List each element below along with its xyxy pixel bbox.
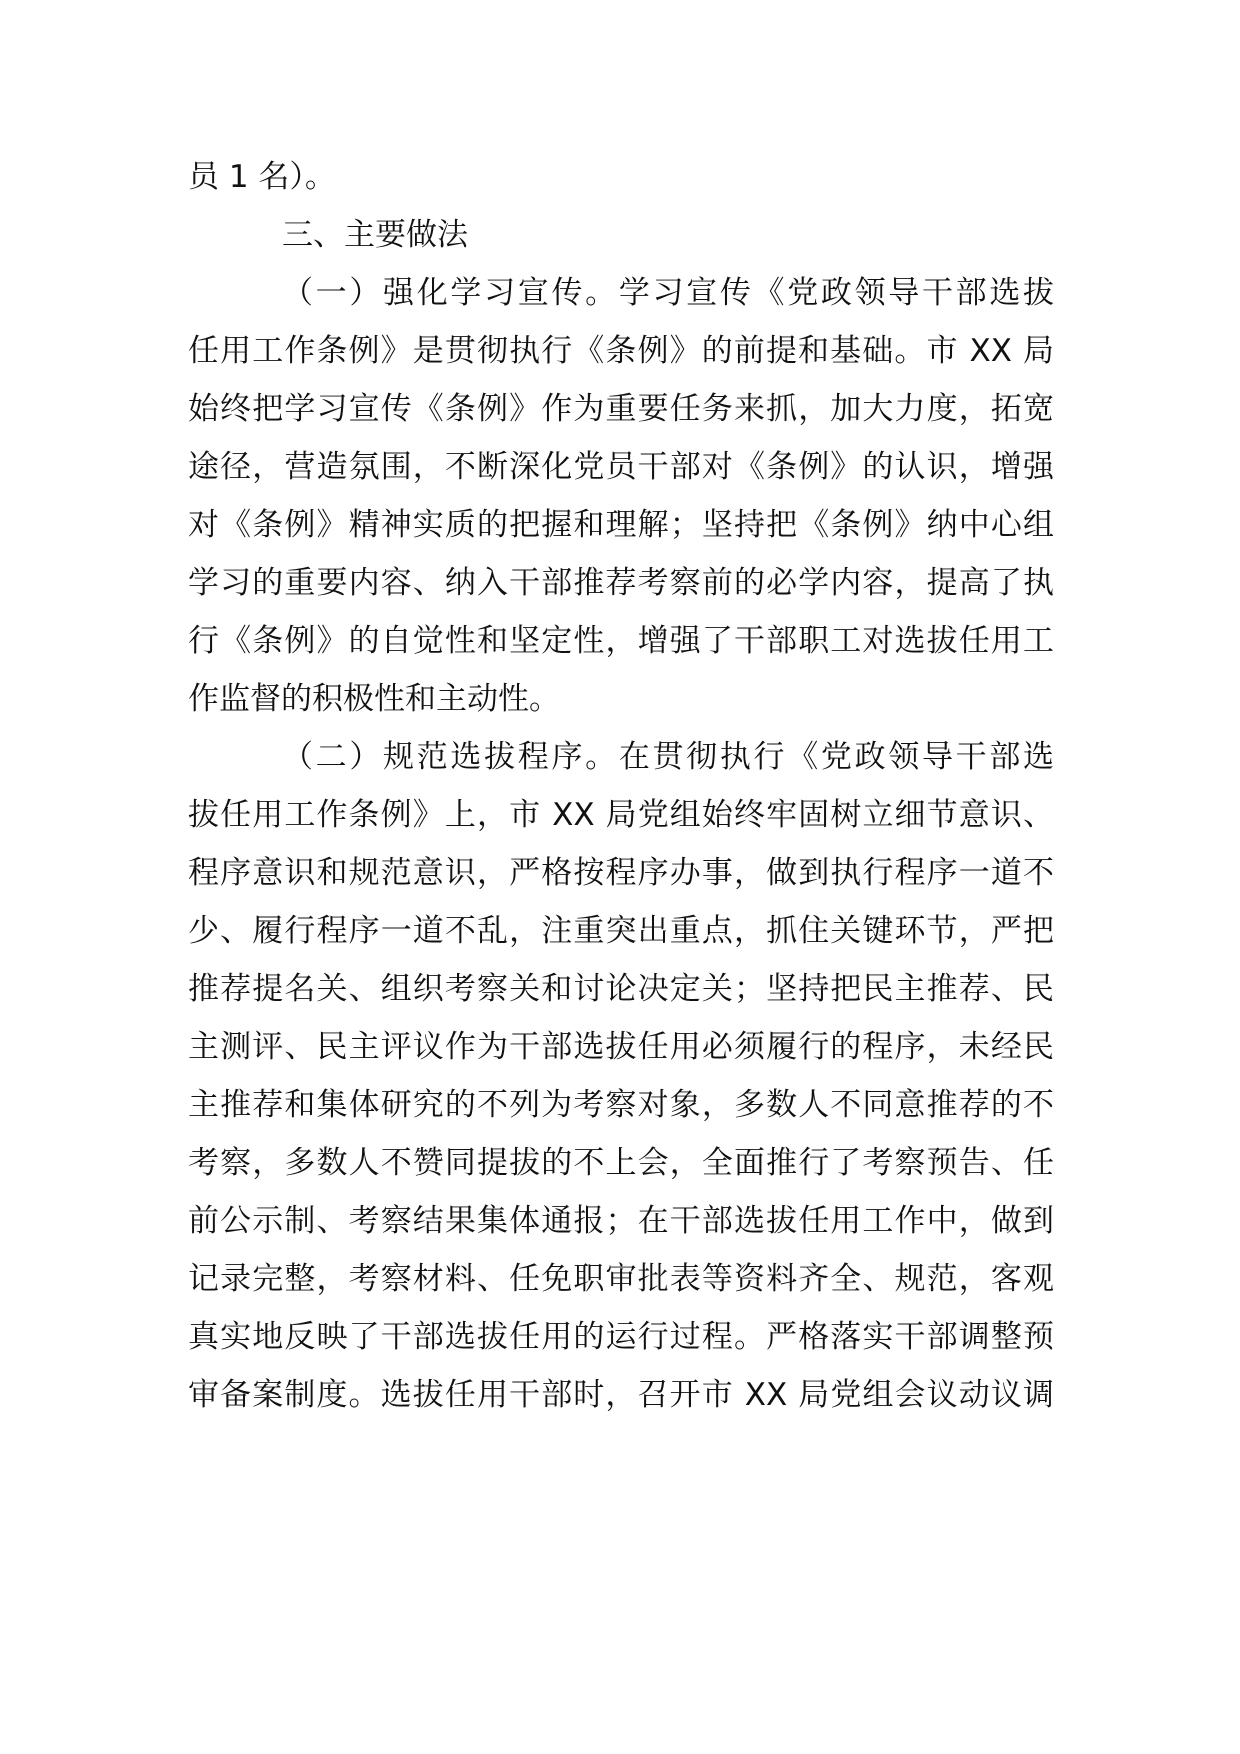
text-line-1: 员 1 名）。 <box>188 159 336 195</box>
text-line-17: 主推荐和集体研究的不列为考察对象，多数人不同意推荐的不 <box>188 1087 1054 1123</box>
text-line-16: 主测评、民主评议作为干部选拔任用必须履行的程序，未经民 <box>188 1029 1054 1065</box>
text-line-7: 对《条例》精神实质的把握和理解；坚持把《条例》纳中心组 <box>188 507 1054 543</box>
text-line-21: 真实地反映了干部选拔任用的运行过程。严格落实干部调整预 <box>188 1319 1054 1355</box>
text-line-3: （一）强化学习宣传。学习宣传《党政领导干部选拔 <box>282 275 1054 311</box>
text-line-22: 审备案制度。选拔任用干部时，召开市 XX 局党组会议动议调 <box>188 1377 1054 1413</box>
text-line-12: 拔任用工作条例》上，市 XX 局党组始终牢固树立细节意识、 <box>188 797 1054 833</box>
text-line-14: 少、履行程序一道不乱，注重突出重点，抓住关键环节，严把 <box>188 913 1054 949</box>
text-line-4: 任用工作条例》是贯彻执行《条例》的前提和基础。市 XX 局 <box>188 333 1054 369</box>
text-line-11: （二）规范选拔程序。在贯彻执行《党政领导干部选 <box>282 739 1054 775</box>
text-line-10: 作监督的积极性和主动性。 <box>188 681 560 717</box>
text-line-5: 始终把学习宣传《条例》作为重要任务来抓，加大力度，拓宽 <box>188 391 1054 427</box>
text-line-13: 程序意识和规范意识，严格按程序办事，做到执行程序一道不 <box>188 855 1054 891</box>
text-line-6: 途径，营造氛围，不断深化党员干部对《条例》的认识，增强 <box>188 449 1054 485</box>
text-line-19: 前公示制、考察结果集体通报；在干部选拔任用工作中，做到 <box>188 1203 1054 1239</box>
text-line-20: 记录完整，考察材料、任免职审批表等资料齐全、规范，客观 <box>188 1261 1054 1297</box>
section-heading: 三、主要做法 <box>282 217 468 253</box>
text-line-18: 考察，多数人不赞同提拔的不上会，全面推行了考察预告、任 <box>188 1145 1054 1181</box>
text-line-8: 学习的重要内容、纳入干部推荐考察前的必学内容，提高了执 <box>188 565 1054 601</box>
text-line-15: 推荐提名关、组织考察关和讨论决定关；坚持把民主推荐、民 <box>188 971 1054 1007</box>
text-line-9: 行《条例》的自觉性和坚定性，增强了干部职工对选拔任用工 <box>188 623 1054 659</box>
